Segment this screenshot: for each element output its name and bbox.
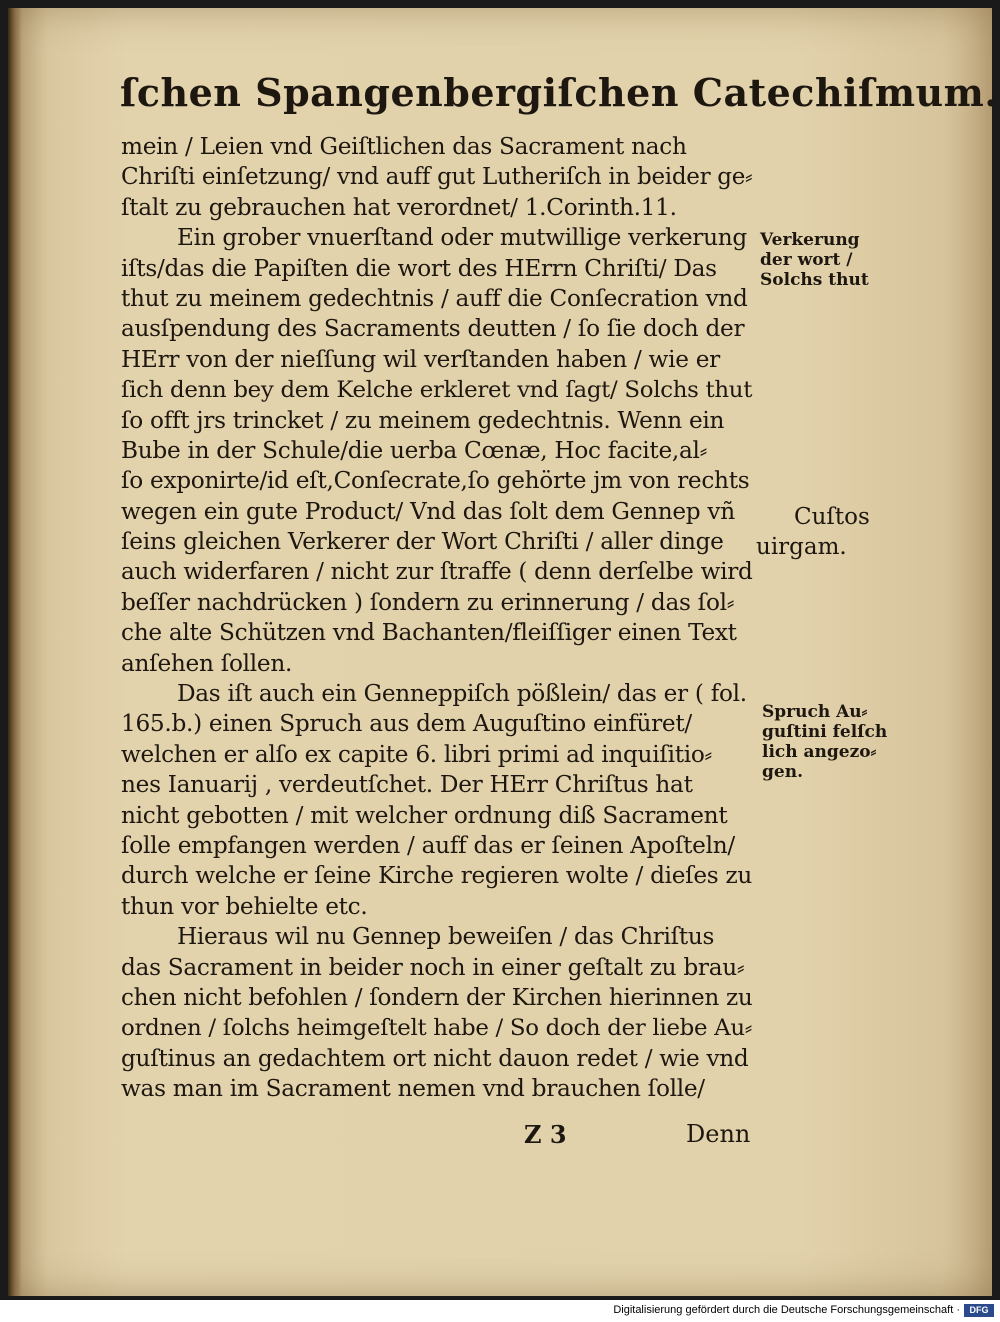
text-line: ſo offt jrs trincket / zu meinem gedechtnis. Wenn ein (121, 406, 725, 434)
text-line: mein / Leien vnd Geiſtlichen das Sacrament nach (121, 133, 687, 160)
text-line: guſtinus an gedachtem ort nicht dauon redet / wie vnd (121, 1044, 749, 1072)
marginal-note-line: uirgam. (756, 534, 847, 560)
marginal-note-line: gen. (762, 762, 803, 782)
text-line: ordnen / ſolchs heimgeſtelt habe / So doch der liebe Au⸗ (121, 1015, 753, 1042)
marginal-note-line: Verkerung (760, 230, 860, 250)
marginal-note-line: der wort / (760, 250, 853, 270)
text-line: Hieraus wil nu Gennep beweiſen / das Chriſtus (177, 923, 715, 951)
text-line: wegen ein gute Product/ Vnd das ſolt dem Gennep vñ (121, 497, 735, 525)
signature-mark: Z 3 (524, 1120, 567, 1149)
text-line: Das iſt auch ein Genneppiſch pößlein/ das er ( fol. (177, 680, 747, 708)
marginal-note-line: Cuſtos (794, 504, 870, 530)
text-line: chen nicht befohlen / ſondern der Kirchen hierinnen zu (121, 984, 753, 1011)
catchword: Denn (686, 1120, 751, 1148)
text-line: das Sacrament in beider noch in einer geſtalt zu brau⸗ (121, 953, 745, 981)
text-line: iſts/das die Papiſten die wort des HErrn Chriſti/ Das (121, 254, 717, 282)
text-line: durch welche er ſeine Kirche regieren wolte / dieſes zu (121, 862, 752, 890)
book-page (8, 8, 999, 1296)
marginal-note-line: lich angezo⸗ (762, 742, 877, 762)
text-line: ſolle empfangen werden / auff das er ſeinen Apoſteln/ (121, 831, 735, 859)
text-line: HErr von der nieſſung wil verſtanden haben / wie er (121, 345, 720, 373)
text-line: ſeins gleichen Verkerer der Wort Chriſti / aller dinge (121, 528, 724, 556)
running-head: ſchen Spangenbergiſchen Catechiſmum. (120, 70, 999, 115)
text-line: nes Ianuarij , verdeutſchet. Der HErr Chriſtus hat (121, 771, 693, 799)
marginal-note-line: guſtini felſch (762, 722, 888, 742)
text-line: Bube in der Schule/die uerba Cœnæ, Hoc facite,al⸗ (121, 436, 708, 464)
marginal-note-line: Solchs thut (760, 270, 869, 290)
text-line: welchen er alſo ex capite 6. libri primi ad inquiſitio⸗ (121, 740, 712, 768)
text-line: Ein grober vnuerſtand oder mutwillige verkerung (177, 224, 747, 252)
footer-credit: Digitalisierung gefördert durch die Deutsche Forschungsgemeinschaft · (613, 1304, 960, 1316)
text-line: thun vor behielte etc. (121, 892, 368, 920)
marginal-note-3 (762, 702, 887, 782)
text-line: ausſpendung des Sacraments deutten / ſo ſie doch der (121, 315, 745, 343)
text-line: beſſer nachdrücken ) ſondern zu erinnerung / das ſol⸗ (121, 588, 735, 616)
text-line: auch widerfaren / nicht zur ſtraffe ( denn derſelbe wird (121, 559, 753, 586)
text-line: 165.b.) einen Spruch aus dem Auguſtino einfüret/ (121, 710, 692, 738)
text-line: thut zu meinem gedechtnis / auff die Conſecration vnd (121, 284, 748, 312)
marginal-note-2 (756, 502, 870, 562)
text-line: ſtalt zu gebrauchen hat verordnet/ 1.Corinth.11. (121, 193, 677, 221)
text-line: nicht gebotten / mit welcher ordnung diß Sacrament (121, 801, 728, 829)
text-line: Chriſti einſetzung/ vnd auff gut Lutheriſch in beider ge⸗ (121, 164, 753, 191)
text-line: che alte Schützen vnd Bachanten/fleiſſiger einen Text (121, 619, 737, 647)
body-text (121, 132, 761, 1105)
text-line: was man im Sacrament nemen vnd brauchen ſolle/ (121, 1075, 705, 1103)
dfg-logo-icon: DFG (964, 1304, 994, 1317)
footer-bar (0, 1300, 1000, 1322)
marginal-note-line: Spruch Au⸗ (762, 702, 868, 722)
text-line: ſich denn bey dem Kelche erkleret vnd ſagt/ Solchs thut (121, 377, 753, 404)
marginal-note-1 (760, 230, 869, 290)
text-line: anſehen ſollen. (121, 649, 293, 677)
text-line: ſo exponirte/id eſt,Conſecrate,ſo gehörte jm von rechts (121, 467, 750, 495)
